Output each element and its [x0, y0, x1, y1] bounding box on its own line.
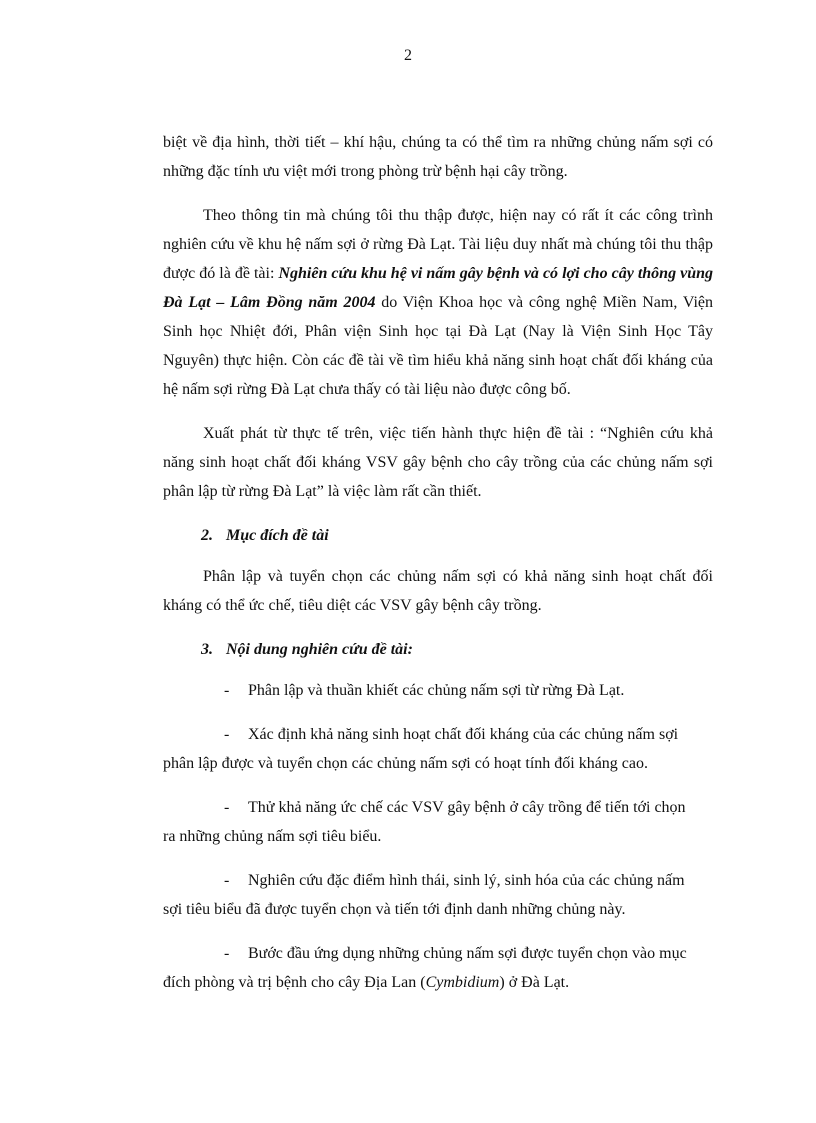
paragraph-rationale: Xuất phát từ thực tế trên, việc tiến hành thực hiện đề tài : “Nghiên cứu khả năng sinh hoạt chất đối kháng VSV gây bệnh cho cây trồng của các chủng nấm sợi phân lập từ rừng Đà Lạt” là việc làm rất cần thiết. [163, 425, 713, 500]
species-name: Cymbidium [425, 974, 500, 991]
paragraph-text: do Viện Khoa học và công nghệ Miền Nam, Viện Sinh học Nhiệt đới, Phân viện Sinh học tại Đà Lạt (Nay là Viện Sinh Học Tây Nguyên) thực hiện. Còn các đề tài về tìm hiểu khả năng sinh hoạt chất đối kháng của hệ nấm sợi rừng Đà Lạt chưa thấy có tài liệu nào được công bố. [163, 294, 713, 398]
paragraph-background [163, 201, 713, 404]
list-dash: - [224, 799, 230, 816]
list-dash: - [224, 682, 230, 699]
list-item [163, 939, 713, 997]
section-heading-content [201, 635, 713, 664]
paragraph-purpose: Phân lập và tuyển chọn các chủng nấm sợi có khả năng sinh hoạt chất đối kháng có thể ức chế, tiêu diệt các VSV gây bệnh cây trồng. [163, 568, 713, 614]
list-item-text: ) ở Đà Lạt. [499, 974, 570, 991]
list-item [163, 793, 713, 851]
page-number: 2 [404, 47, 412, 64]
section-heading-purpose [201, 521, 713, 550]
list-item-text: Bước đầu ứng dụng những chủng nấm sợi được tuyển chọn vào mục [248, 945, 687, 962]
list-item-continuation: phân lập được và tuyển chọn các chủng nấm sợi có hoạt tính đối kháng cao. [163, 755, 649, 772]
paragraph-continuation: biệt về địa hình, thời tiết – khí hậu, chúng ta có thể tìm ra những chủng nấm sợi có những đặc tính ưu việt mới trong phòng trừ bệnh hại cây trồng. [163, 134, 713, 180]
list-item-continuation: sợi tiêu biểu đã được tuyển chọn và tiến tới định danh những chủng này. [163, 901, 626, 918]
section-title: Nội dung nghiên cứu đề tài: [226, 641, 413, 658]
list-dash: - [224, 726, 230, 743]
list-item [163, 720, 713, 778]
list-item-continuation [163, 974, 569, 991]
list-item-text: đích phòng và trị bệnh cho cây Địa Lan ( [163, 974, 426, 991]
document-body [163, 128, 713, 1012]
list-item-text: Nghiên cứu đặc điểm hình thái, sinh lý, sinh hóa của các chủng nấm [248, 872, 685, 889]
list-dash: - [224, 945, 230, 962]
list-item-text: Thử khả năng ức chế các VSV gây bệnh ở cây trồng để tiến tới chọn [248, 799, 686, 816]
list-dash: - [224, 872, 230, 889]
paragraph-text: Theo thông tin mà chúng tôi thu thập được, hiện nay có rất ít các công trình nghiên cứu về khu hệ nấm sợi ở rừng Đà Lạt. Tài liệu duy nhất mà chúng tôi thu thập được đó là đề tài: [163, 207, 713, 282]
cited-project-title: Nghiên cứu khu hệ vi nấm gây bệnh và có lợi cho cây thông vùng Đà Lạt – Lâm Đồng năm 2004 [163, 265, 713, 311]
list-item-text: Phân lập và thuần khiết các chủng nấm sợi từ rừng Đà Lạt. [248, 682, 625, 699]
section-number: 2. [201, 527, 213, 544]
list-item [163, 676, 713, 705]
list-item-continuation: ra những chủng nấm sợi tiêu biểu. [163, 828, 382, 845]
list-item-text: Xác định khả năng sinh hoạt chất đối kháng của các chủng nấm sợi [248, 726, 679, 743]
section-number: 3. [201, 641, 213, 658]
list-item [163, 866, 713, 924]
section-title: Mục đích đề tài [226, 527, 329, 544]
